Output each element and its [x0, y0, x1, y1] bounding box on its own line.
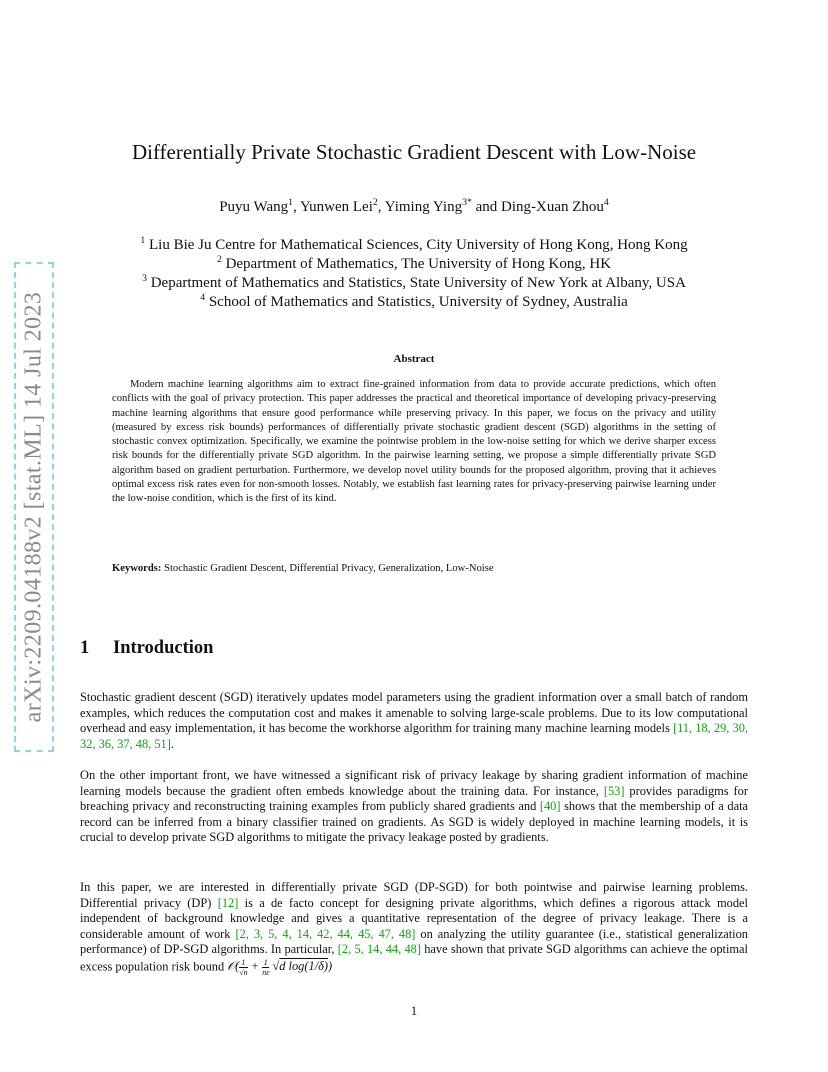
abstract-text: Modern machine learning algorithms aim to extract fine-grained information from data to provide accurate predictions, which often conflicts with the goal of privacy protection. This paper addresses the practical and theoretical importance of developing privacy-preserving machine learning algorithms that ensure good performance while preserving privacy. In this paper, we focus on the privacy and utility (measured by excess risk bounds) performances of differentially private stochastic gradient descent (SGD) algorithms in the setting of stochastic convex optimization. Specifically, we examine the pointwise problem in the low-noise setting for which we derive sharper excess risk bounds for the differentially private SGD algorithm. In the pairwise learning setting, we propose a simple differentially private SGD algorithm based on gradient perturbation. Furthermore, we develop novel utility bounds for the proposed algorithm, proving that it achieves optimal excess risk rates even for non-smooth losses. Notably, we establish fast learning rates for privacy-preserving pairwise learning under the low-noise condition, which is the first of its kind. — [112, 379, 716, 505]
intro-paragraph-3: In this paper, we are interested in differentially private SGD (DP-SGD) for both pointwise and pairwise learning problems. Differential privacy (DP) [12] is a de facto concept for designing private algorithms, which defines a rigorous attack model independent of background knowledge and gives a quantitative representation of the degree of privacy leakage. There is a considerable amount of work [2, 3, 5, 4, 14, 42, 44, 45, 47, 48] on analyzing the utility guarantee (i.e., statistical generalization performance) of DP-SGD algorithms. In particular, [2, 5, 14, 44, 48] have shown that private SGD algorithms can achieve the optimal excess population risk bound 𝒪( $\frac{1}{√n}$ + $\frac{1}{n\varepsilon}$ √d log(1/δ)) — [80, 880, 748, 977]
arxiv-identifier: arXiv:2209.04188v2 [stat.ML] 14 Jul 2023 — [20, 291, 47, 723]
abstract-heading: Abstract — [393, 353, 435, 365]
citation-link[interactable]: [11, 18, 29, 30, 32, 36, 37, 48, 51] — [80, 721, 748, 751]
affiliation: $^2$ Department of Mathematics, The University of Hong Kong, HK — [216, 254, 612, 272]
citation-link[interactable]: [53] — [603, 783, 625, 798]
citation-link[interactable]: [2, 3, 5, 4, 14, 42, 44, 45, 47, 48] — [235, 926, 416, 941]
intro-paragraph-2: On the other important front, we have witnessed a significant risk of privacy leakage by sharing gradient information of machine learning models because the gradient often embeds knowledge about the training data. For instance, [53] provides paradigms for breaching privacy and reconstructing training examples from publicly shared gradients and [40] shows that the membership of a data record can be inferred from a binary classifier trained on gradients. As SGD is widely deployed in machine learning models, it is crucial to develop private SGD algorithms to mitigate the privacy leakage posted by gradients. — [80, 768, 749, 845]
section-number: 1 — [80, 638, 90, 658]
author: Yunwen Lei$^2$, — [299, 197, 385, 215]
citation-link[interactable]: [12] — [217, 895, 239, 910]
affiliation: $^1$ Liu Bie Ju Centre for Mathematical Sciences, City University of Hong Kong, Hong Kong — [140, 235, 688, 253]
affiliation: $^3$ Department of Mathematics and Statistics, State University of New York at Albany, USA — [142, 273, 686, 291]
arxiv-sidebar-stamp — [14, 262, 54, 752]
author: Yiming Ying$^{3*}$ and — [384, 197, 501, 215]
section-title: Introduction — [113, 638, 214, 658]
author-list — [80, 199, 748, 216]
affiliation-list — [80, 236, 748, 312]
citation-link[interactable]: [2, 5, 14, 44, 48] — [337, 942, 421, 957]
paper-title: Differentially Private Stochastic Gradient Descent with Low-Noise — [131, 140, 697, 164]
citation-link[interactable]: [40] — [539, 799, 561, 814]
keywords-text: Stochastic Gradient Descent, Differential Privacy, Generalization, Low-Noise — [164, 563, 494, 574]
page-number: 1 — [410, 1004, 418, 1018]
risk-bound-formula: 𝒪( $\frac{1}{√n}$ + $\frac{1}{n\varepsilon}$ √d log(1/δ)) — [227, 957, 333, 977]
keywords — [112, 563, 716, 574]
author: Ding-Xuan Zhou$^4$ — [501, 197, 609, 215]
author: Puyu Wang$^1$, — [219, 197, 300, 215]
affiliation: $^4$ School of Mathematics and Statistics, University of Sydney, Australia — [200, 292, 628, 310]
intro-paragraph-1: Stochastic gradient descent (SGD) iteratively updates model parameters using the gradient information over a small batch of random examples, which reduces the computation cost and makes it amenable to solving large-scale problems. Due to its low computational overhead and easy implementation, it has become the workhorse algorithm for training many machine learning models [11, 18, 29, 30, 32, 36, 37, 48, 51]. — [80, 690, 748, 751]
keywords-label: Keywords: — [112, 563, 162, 574]
section-heading — [80, 638, 213, 659]
